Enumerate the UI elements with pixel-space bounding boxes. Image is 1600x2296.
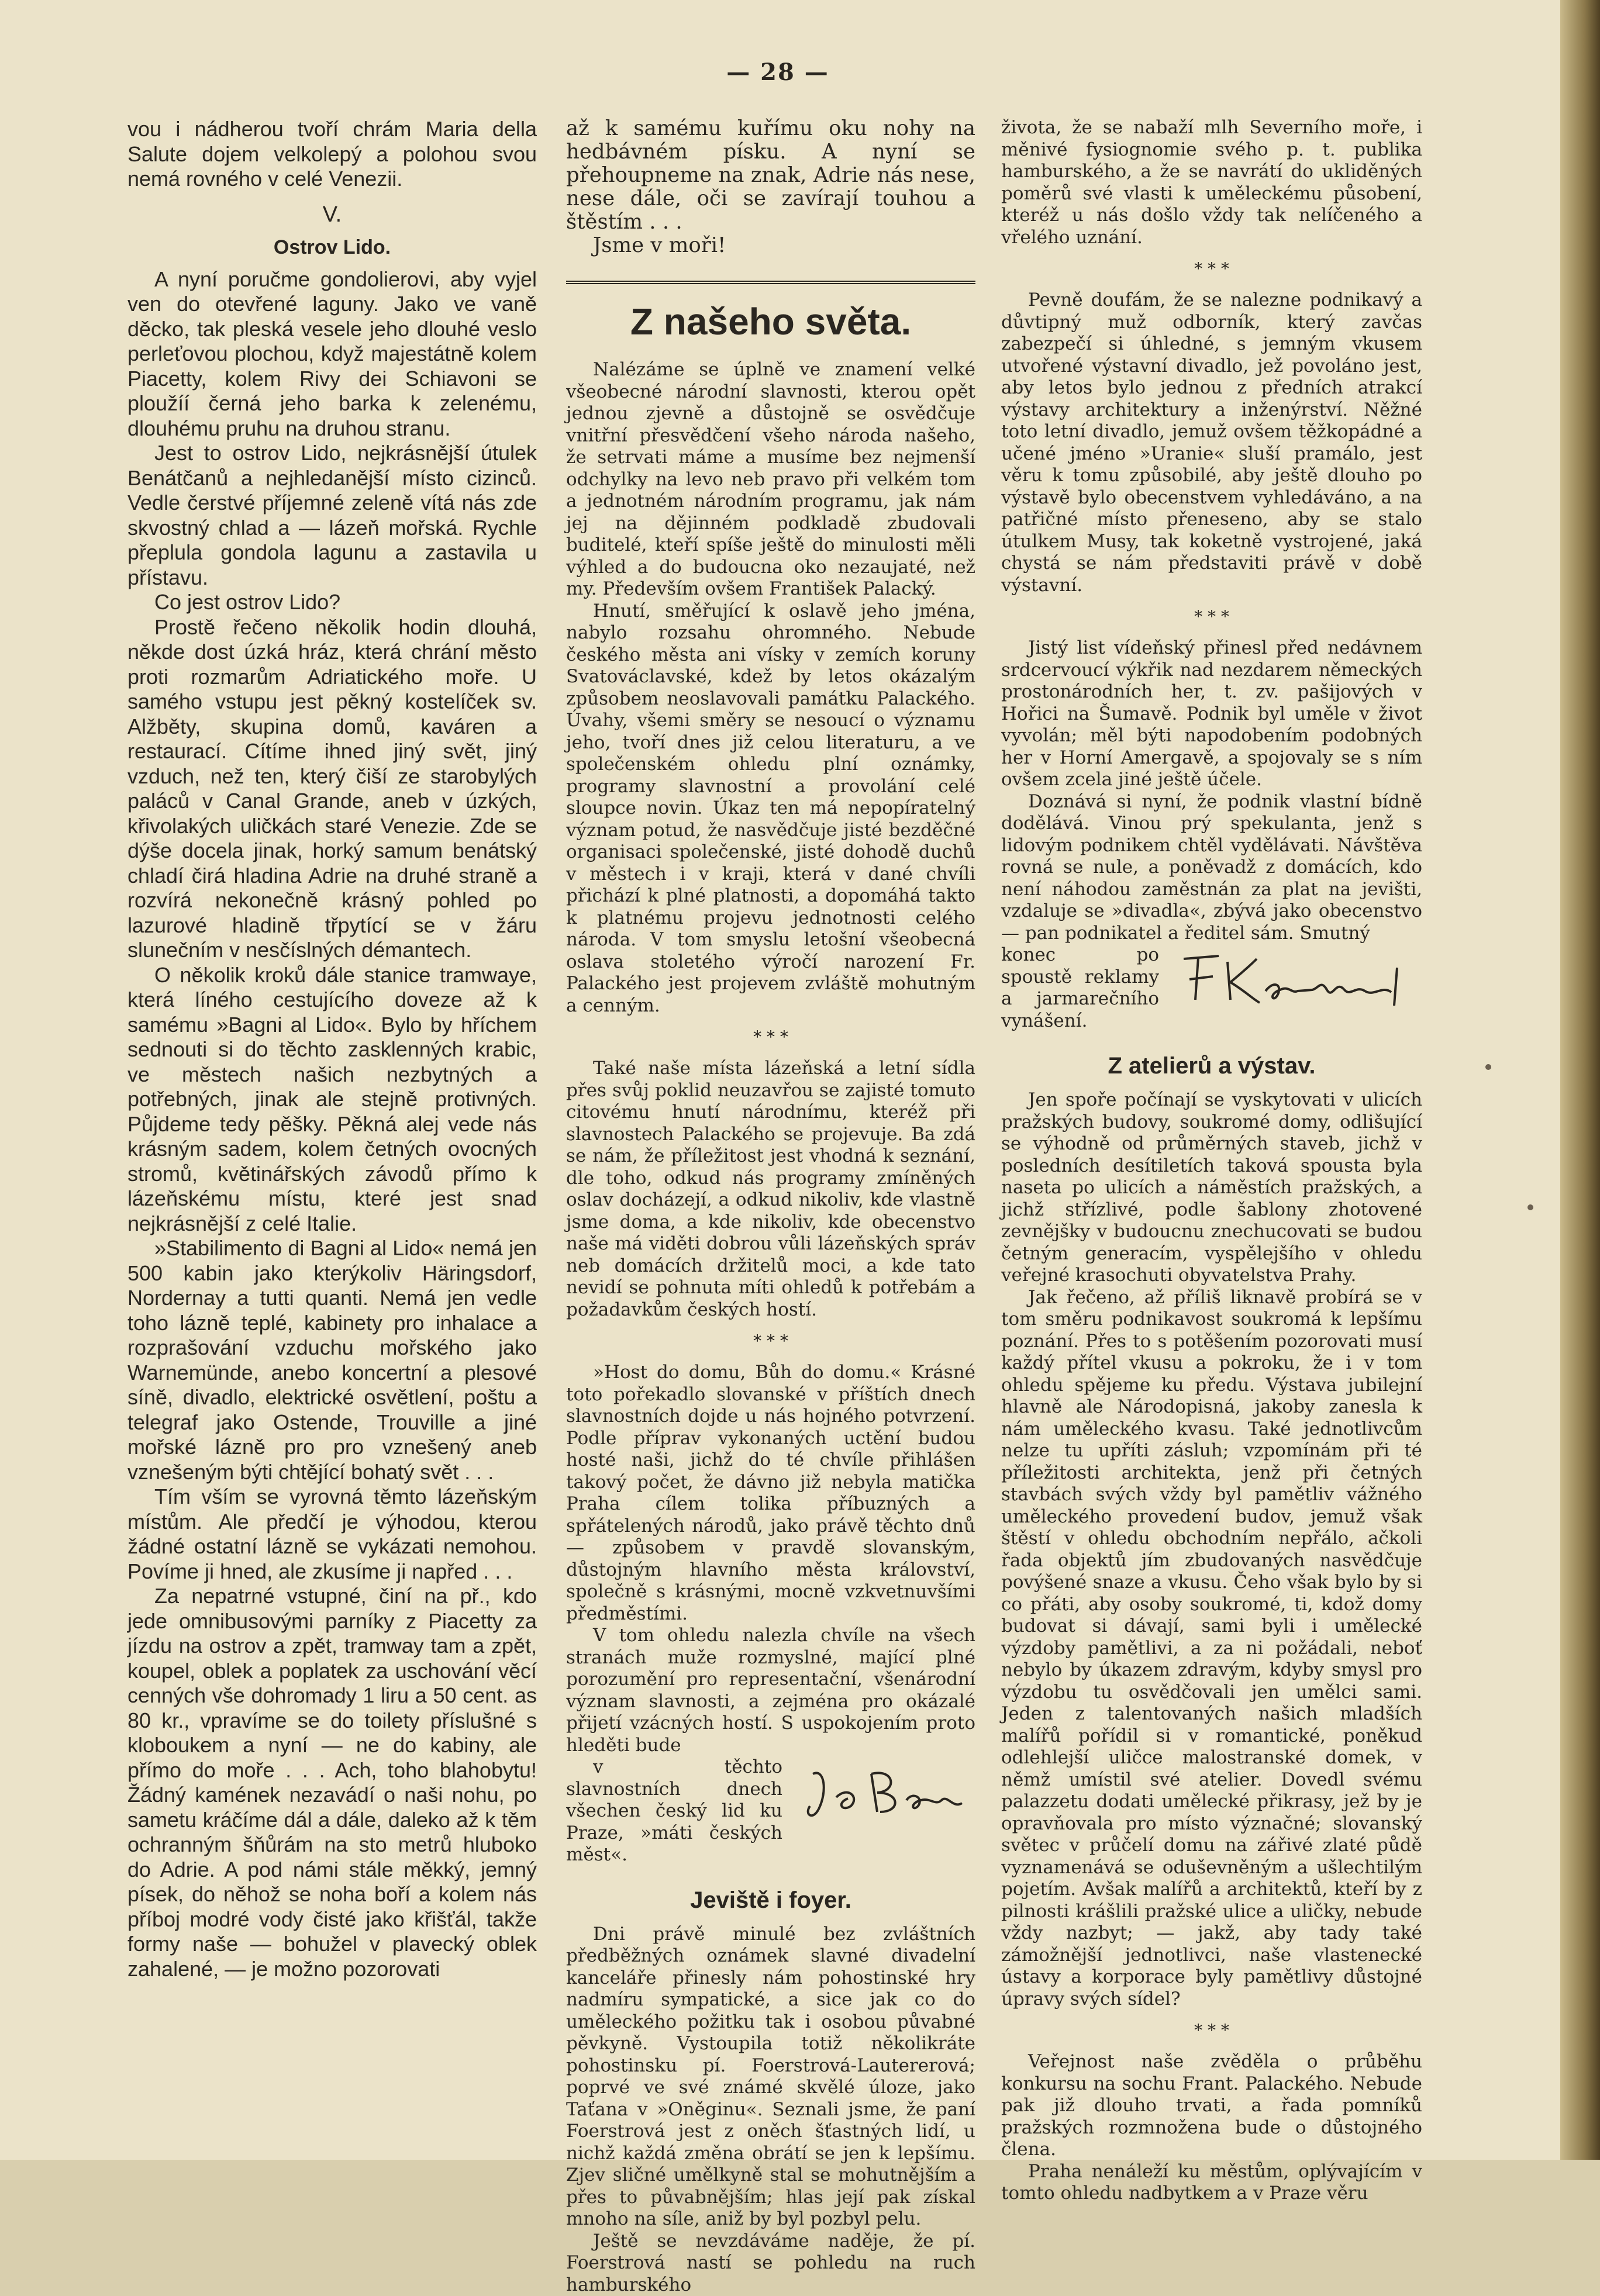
column-3 [1001, 117, 1422, 2205]
section-title: Ostrov Lido. [127, 235, 537, 260]
asterism-divider: * * * [1001, 260, 1422, 278]
col1-paragraph: Jest to ostrov Lido, nejkrásnější útulek Benátčanů a nejhledanější místo cizinců. Vedle čerstvé příjemné zeleně vítá nás zde skvostný chlad a — lázeň mořská. Rychle přeplula gondola lagunu a zastavila u přístavu. [127, 441, 537, 590]
asterism-divider: * * * [1001, 608, 1422, 626]
asterism-divider: * * * [1001, 2022, 1422, 2039]
col1-paragraph: A nyní poručme gondolierovi, aby vyjel ven do otevřené laguny. Jako ve vaně děcko, tak pleská vesele jeho dlouhé veslo perleťovou plochou, když majestátně kolem Piacetty, kolem Rivy dei Schiavoni se ploužíí černá jeho barka k zelenému, dlouhému pruhu na druhou stranu. [127, 267, 537, 441]
col1-intro: vou i nádherou tvoří chrám Maria della Salute dojem velkolepý a polohou svou nemá rovného v celé Venezii. [127, 117, 537, 192]
col1-paragraph: Za nepatrné vstupné, činí na př., kdo jede omnibusovými parníky z Piacetty za jízdu na ostrov a zpět, tramway tam a zpět, koupel, oblek a poplatek za uschování věcí cenných vše dohromady 1 liru a 50 cent. as 80 kr., vpravíme se do toilety příslušné s kloboukem a nyní — ne do kabiny, ale přímo do moře . . . Ach, toho blahobytu! Žádný kamének nezavádí o naši nohu, po sametu kráčíme dál a dále, daleko až k těm ochranným šňůrám na sto metrů hluboko do Adrie. A pod námi stále měkký, jemný písek, do něhož se noha boří a kolem nás příboj modré vody čisté jako křišťál, takže formy naše — bohužel v plavecký oblek zahalené, — je možno pozorovati [127, 1584, 537, 1981]
paper-speck [1527, 1204, 1533, 1210]
col3-paragraph: Doznává si nyní, že podnik vlastní bídně dodělává. Vinou prý spekulanta, jenž s lidovým podnikem chtěl vydělávati. Návštěva rovná se nule, a poněvadž z domácích, kdo není náhodou zaměstnán za plat na jevišti, vzdaluje se »divadla«, zbývá jako obecenstvo — pan podnikatel a ředitel sám. Smutný [1001, 791, 1422, 945]
section-title-z-atelieru-a-vystav: Z atelierů a výstav. [1001, 1054, 1422, 1078]
double-rule-divider [566, 281, 975, 286]
col2-paragraph: »Host do domu, Bůh do domu.« Krásné toto pořekadlo slovanské v příštích dnech slavnostních dojde u nás hojného potvrzení. Podle příprav vykonaných uctění budou hosté naši, jichž do té chvíle přihlášen takový počet, že dávno již nebyla matička Praha cílem tolika příbuzných a spřátelených národů, jako právě těchto dnů — způsobem v pravdě slovanským, důstojným hlavního města království, společně s krásnými, mocně vzkvetnuvšími předměstími. [566, 1362, 975, 1625]
col1-paragraph: Prostě řečeno několik hodin dlouhá, někde dost úzká hráz, která chrání město proti rozmarům Adriatického moře. U samého vstupu jest pěkný kostelíček sv. Alžběty, skupina domů, kaváren a restaurací. Cítíme ihned jiný svět, jiný vzduch, než ten, který čiší ze starobylých paláců v Canal Grande, aneb v úzkých, křivolakých uličkách staré Venezie. Zde se dýše docela jinak, horký samum benátský chladí čirá hladina Adrie na druhé straně a rozvírá nekonečně krásný pohled po lazurové hladině třpytící se v žáru slunečním v nesčíslných démantech. [127, 615, 537, 963]
col2-continuation: až k samému kuřímu oku nohy na hedbávném písku. A nyní se přehoupneme na znak, Adrie nás nese, nese dále, oči se zavírají touhou a štěstím . . . [566, 117, 975, 234]
asterism-divider: * * * [566, 1332, 975, 1350]
asterism-divider: * * * [566, 1028, 975, 1046]
col1-paragraph: »Stabilimento di Bagni al Lido« nemá jen 500 kabin jako kterýkoliv Häringsdorf, Nordernay a tutti quanti. Nemá jen vedle toho lázně teplé, kabinety pro inhalace a rozprašování vzduchu mořského jako Warnemünde, anebo koncertní a plesové síně, divadlo, elektrické osvětlení, poštu a telegraf jako Ostende, Trouville a jiné mořské lázně pro pro vznešený aneb vznešeným býti chtějící bohatý svět . . . [127, 1236, 537, 1484]
col2-paragraph-tail: v těchto slavnostních dnech všechen český lid ku Praze, »máti českých měst«. [566, 1756, 782, 1866]
col3-paragraph: Jistý list vídeňský přinesl před nedávnem srdcervoucí výkřik nad nezdarem německých prostonárodních her, t. zv. pašijových v Hořici na Šumavě. Podnik byl uměle v život vyvolán; měl býti napodobením podobných her v Horní Amergavě, a spojovaly se s ním ovšem zcela jiné ještě účele. [1001, 637, 1422, 791]
section-title-jeviste-i-foyer: Jeviště i foyer. [566, 1888, 975, 1912]
col3-paragraph: Jen spoře počínají se vyskytovati v ulicích pražských budovy, soukromé domy, odlišující se výhodně od průměrných staveb, jichž v posledních desítiletích taková spousta byla naseta po ulicích a náměstích pražských, a jichž střízlivé, podle šablony zhotovené zevnějšky v budoucnu znechucovati se budou četným generacím, vyspělejšího v ohledu veřejné krasochuti obyvatelstva Prahy. [1001, 1089, 1422, 1287]
col1-paragraph: Tím vším se vyrovná těmto lázeňským místům. Ale předčí je výhodou, kterou žádné ostatní lázně se vykázati nemohou. Povíme ji hned, ale zkusíme ji napřed . . . [127, 1484, 537, 1584]
paper-speck [1485, 1064, 1491, 1070]
article-title-z-naseho-sveta: Z našeho světa. [566, 298, 975, 345]
col2-paragraph: Dni právě minulé bez zvláštních předběžných oznámek slavné divadelní kanceláře přinesly nám pohostinské hry nadmíru sympatické, a sice jak co do uměleckého požitku tak i osobou půvabné pěvkyně. Vystoupila totiž několikráte pohostinsku pí. Foerstrová-Lautererová; poprvé ve své známé skvělé úloze, jako Taťana v »Oněginu«. Seznali jsme, že paní Foerstrová jest z oněch šťastných lidí, u nichž každá změna obrátí se jen k lepšímu. Zjev sličné umělkyně stal se mohutnějším a přes to půvabnějším; hlas její pak získal mnoho na síle, aniž by byl pozbyl pelu. [566, 1924, 975, 2231]
col2-paragraph: V tom ohledu nalezla chvíle na všech stranách muže rozmyslné, mající plné porozumění pro representační, všenárodní význam slavnosti, a zejména pro okázalé přijetí vzácných hostí. S uspokojením proto hleděti bude [566, 1625, 975, 1756]
col3-paragraph: Veřejnost naše zvěděla o průběhu konkursu na sochu Frant. Palackého. Nebude pak již dlouho trvati, a řada pomníků pražských rozmnožena bude o důstojného člena. [1001, 2051, 1422, 2161]
handwritten-signature-image [795, 1756, 971, 1832]
column-1 [127, 117, 537, 1981]
col1-paragraph: O několik kroků dále stanice tramwaye, která líného cestujícího doveze až k samému »Bagni al Lido«. Bylo by hříchem sednouti si do těchto zasklenných krabic, ve městech našich nezbytných a potřebných, jinak ale stejně protivných. Půjdeme tedy pěšky. Pěkná alej vede nás krásným sadem, kolem četných ovocných stromů, květinářských závodů přímo k lázeňskému místu, které jest snad nejkrásnější z celé Italie. [127, 963, 537, 1237]
col2-paragraph: Hnutí, směřující k oslavě jeho jména, nabylo rozsahu ohromného. Nebude českého města ani vísky v zemích koruny Svatováclavské, kdež by letos okázalým způsobem neoslavovali památku Palackého. Úvahy, všemi směry se nesoucí o významu jeho, tvoří dnes již celou literaturu, a ve společenském ohledu plní oznámky, programy slavnostní a provolání celé sloupce novin. Úkaz ten má nepopíratelný význam potud, že nasvědčuje jisté bezděčné organisaci společenské, jisté dohodě duchů v městech i v kraji, která v dané chvíli přichází k plné platnosti, a dopomáhá takto k platnému projevu jednotnosti celého národa. V tom smyslu letošní všeobecná oslava stoletého výročí narození Fr. Palackého jest projevem zvláště mohutným a cenným. [566, 600, 975, 1017]
col2-paragraph: Také naše místa lázeňská a letní sídla přes svůj poklid neuzavřou se zajisté tomuto citovému hnutí národnímu, kteréž při slavnostech Palackého se projevuje. Ba zdá se nám, že příležitost jest vhodná k seznání, dle toho, odkud nás programy zmíněných oslav docházejí, a odkud nikoliv, kde vlastně jsme doma, a kde nikoliv, kde obecenstvo naše má viděti dobrou vůli lázeňských správ neb domácích držitelů moci, a kde tato nevidí se pohnuta míti ohledů k potřebám a požadavkům českých hostí. [566, 1058, 975, 1321]
col1-paragraph: Co jest ostrov Lido? [127, 590, 537, 615]
col2-paragraph: Ještě se nevzdáváme naděje, že pí. Foerstrová nastí se pohledu na ruch hamburského [566, 2231, 975, 2296]
col3-paragraph: Jak řečeno, až příliš liknavě probírá se v tom směru podnikavost soukromá k lepšímu poznání. Přes to s potěšením pozorovati musí každý přítel vkusu a pokroku, že i v tom ohledu spějeme ku předu. Výstava jubilejní hlavně ale Národopisná, jakoby zanesla k nám uměleckého kvasu. Také jednotlivcům nelze tu upříti zásluh; vzpomínám při té příležitosti architekta, jenž při četných stavbách svých vždy byl pamětliv vážného uměleckého provedení budov, jemuž však štěstí v ohledu obchodním nepřálo, ačkoli řada objektů jím zbudovaných nasvědčuje povýšené snaze a vkusu. Čeho však bylo by si co přáti, aby osoby soukromé, ti, kdož domy budovat si dávají, sami byli i umělecké výzdoby pamětlivi, a za ni požádali, neboť nebylo by úkazem zdravým, kdyby smysl pro výzdobu tu osvědčovali jen umělci sami. Jeden z talentovaných našich mladších malířů pořídil si v romantické, poněkud odlehlejší uličce malostranské domek, v němž umístil své atelier. Dovedl svému palazzetu dodati umělecké přikrasy, jež by je opravňovala pro místo význačné; slovanský světec v průčelí domu na zářivé zlaté půdě vyznamenává se oduševněným a ušlechtilým pojetím. Avšak malířů a architektů, kteří by z pilnosti krášlili pražské ulice a uličky, nebude vždy nazbyt; — jakž, aby tady také zámožnější jednotlivci, naše vlastenecké ústavy a korporace byly pamětlivy důstojné úpravy svých sídel? [1001, 1287, 1422, 2011]
col2-continuation-end: Jsme v moři! [566, 234, 975, 257]
binding-edge [1560, 0, 1600, 2160]
page-number: — 28 — [719, 58, 836, 86]
signature-jos-buza [791, 1756, 975, 1832]
col2-paragraph: Nalézáme se úplně ve znamení velké všeobecné národní slavnosti, kterou opět jednou zjevně a důstojně se osvědčuje vnitřní přesvědčení všeho národa našeho, že setrvati máme a musíme bez nejmenší odchylky na levo neb pravo při velkém tom a jednotném národním programu, jak nám jej na dějinném podkladě zbudovali buditelé, kteří spíše ještě do minulosti měli výhled a do budoucna oko nezaujaté, než my. Především ovšem František Palacký. [566, 359, 975, 600]
signature-fr-kazimir [1167, 944, 1422, 1014]
col3-paragraph: Pevně doufám, že se nalezne podnikavý a důvtipný muž odborník, který zavčas zabezpečí si úhledné, s jemným vkusem utvořené výstavní divadlo, jež povoláno jest, aby letos bylo jednou z předních atrakcí výstavy architektury a inženýrství. Něžné toto letní divadlo, jemuž ovšem těžkopádné a učené jméno »Uranie« sluší pramálo, jest věru k tomu způsobilé, aby ještě dlouho po výstavě bylo obecenstvem vyhledáváno, a na patřičné místo přeneseno, aby se stalo útulkem Musy, tak koketně vystrojené, jaká chystá se nám představiti právě v době výstavní. [1001, 289, 1422, 596]
col3-continuation: života, že se nabaží mlh Severního moře, i měnivé fysiognomie svého p. t. publika hamburského, a že se navrátí do ukliděných poměrů své vlasti k uměleckému působení, kteréž u nás došlo vždy tak nelíčeného a vřelého uznání. [1001, 117, 1422, 248]
column-2 [566, 117, 975, 2296]
section-number: V. [127, 202, 537, 227]
col3-paragraph: Praha nenáleží ku městům, oplývajícím v tomto ohledu nadbytkem a v Praze věru [1001, 2161, 1422, 2205]
handwritten-signature-image [1172, 944, 1418, 1014]
col3-paragraph-tail: konec po spoustě reklamy a jarmarečního vynášení. [1001, 944, 1159, 1032]
